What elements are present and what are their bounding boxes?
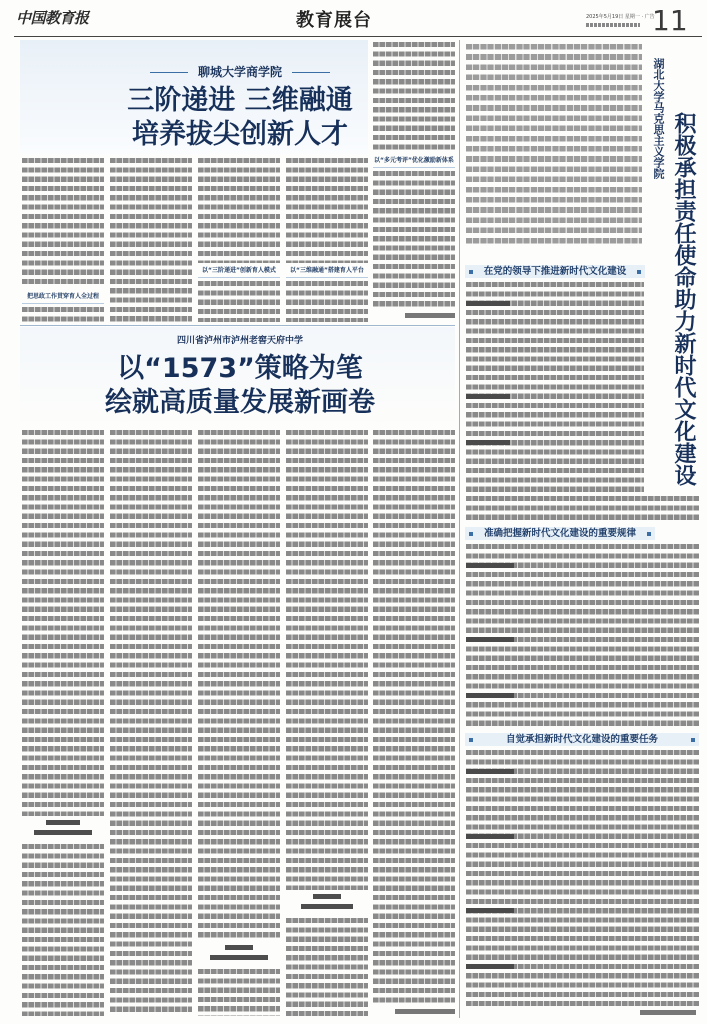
article-1-col-5-text (373, 42, 455, 153)
article-2-col-2-text (110, 430, 192, 1016)
article-2-subhead-placeholder (198, 945, 280, 965)
article-3-lead-in (466, 637, 514, 642)
masthead-rule (14, 36, 702, 37)
article-3-subhead-2: 准确把握新时代文化建设的重要规律 (465, 527, 655, 540)
article-3-headline: 积极承担责任使命助力新时代文化建设 (671, 112, 696, 486)
article-2-col-3-text-2 (198, 969, 280, 1016)
article-3-byline (640, 1010, 696, 1015)
article-2-col-4-text-2 (286, 918, 368, 1016)
date-line: 2025年5月19日 星期一 · 广告 (586, 14, 655, 20)
article-1-byline (405, 313, 455, 318)
article-2-col-1-text-2 (22, 844, 104, 1016)
article-3-lead-in (466, 440, 510, 445)
article-3-lead-in (466, 834, 514, 839)
article-3-unit: 湖北大学马克思主义学院 (652, 58, 665, 179)
article-1-col-3-text (198, 158, 280, 263)
article-3-lead-in (466, 563, 514, 568)
article-1-subhead-1: 把思政工作贯穿育人全过程 (22, 291, 104, 304)
article-3-lead-in (466, 769, 514, 774)
article-1-col-4-text (286, 158, 368, 263)
article-2-col-4-text (286, 430, 368, 890)
article-2-byline (395, 1009, 455, 1014)
article-3-lead-in (466, 964, 514, 969)
article-3-lead-in (466, 908, 514, 913)
article-2-subhead-placeholder (22, 820, 104, 840)
article-3-intro-text (466, 44, 642, 244)
article-3-lead-in (466, 693, 514, 698)
article-2-col-3-text (198, 430, 280, 940)
article-3-subhead-3: 自觉承担新时代文化建设的重要任务 (465, 733, 699, 746)
article-1-subhead-2: 以“三阶递进”创新育人模式 (198, 265, 280, 278)
article-1-col-5-text-2 (373, 171, 455, 310)
article-2-headline-line-2: 绘就高质量发展新画卷 (105, 387, 375, 418)
article-3-subhead-1: 在党的领导下推进新时代文化建设 (465, 265, 645, 278)
article-2-col-1-text (22, 430, 104, 816)
article-1-col-1-text-2 (22, 307, 104, 322)
article-3-lead-in (466, 301, 510, 306)
article-1-headline-line-2: 培养拔尖创新人才 (132, 119, 348, 150)
article-1-col-2-text (110, 158, 192, 322)
article-1-col-1-text (22, 158, 104, 288)
section-title: 教育展台 (296, 10, 372, 31)
column-divider (459, 40, 460, 1018)
article-2-top-rule (20, 325, 455, 326)
article-1-headline-line-1: 三阶递进 三维融通 (127, 85, 353, 116)
article-2-unit: 四川省泸州市泸州老窖天府中学 (176, 336, 303, 346)
article-1-col-4-text-2 (286, 281, 368, 322)
article-3-text-1b (466, 496, 699, 524)
article-1-subhead-4: 以“多元考评”优化激励新体系 (373, 155, 455, 168)
article-1-subhead-3: 以“三维融通”搭建育人平台 (286, 265, 368, 278)
article-2-col-5-text (373, 430, 455, 1006)
article-2-subhead-placeholder (286, 894, 368, 914)
article-3-text-1 (466, 282, 644, 494)
article-3-lead-in (466, 394, 510, 399)
page-number: 11 (652, 4, 688, 37)
article-2-headline-line-1: 以“1573”策略为笔 (117, 353, 363, 384)
article-1-col-3-text-2 (198, 281, 280, 322)
phone-line (586, 23, 640, 27)
article-1-unit: 聊城大学商学院 (197, 65, 282, 79)
masthead-logo: 中国教育报 (16, 9, 89, 27)
